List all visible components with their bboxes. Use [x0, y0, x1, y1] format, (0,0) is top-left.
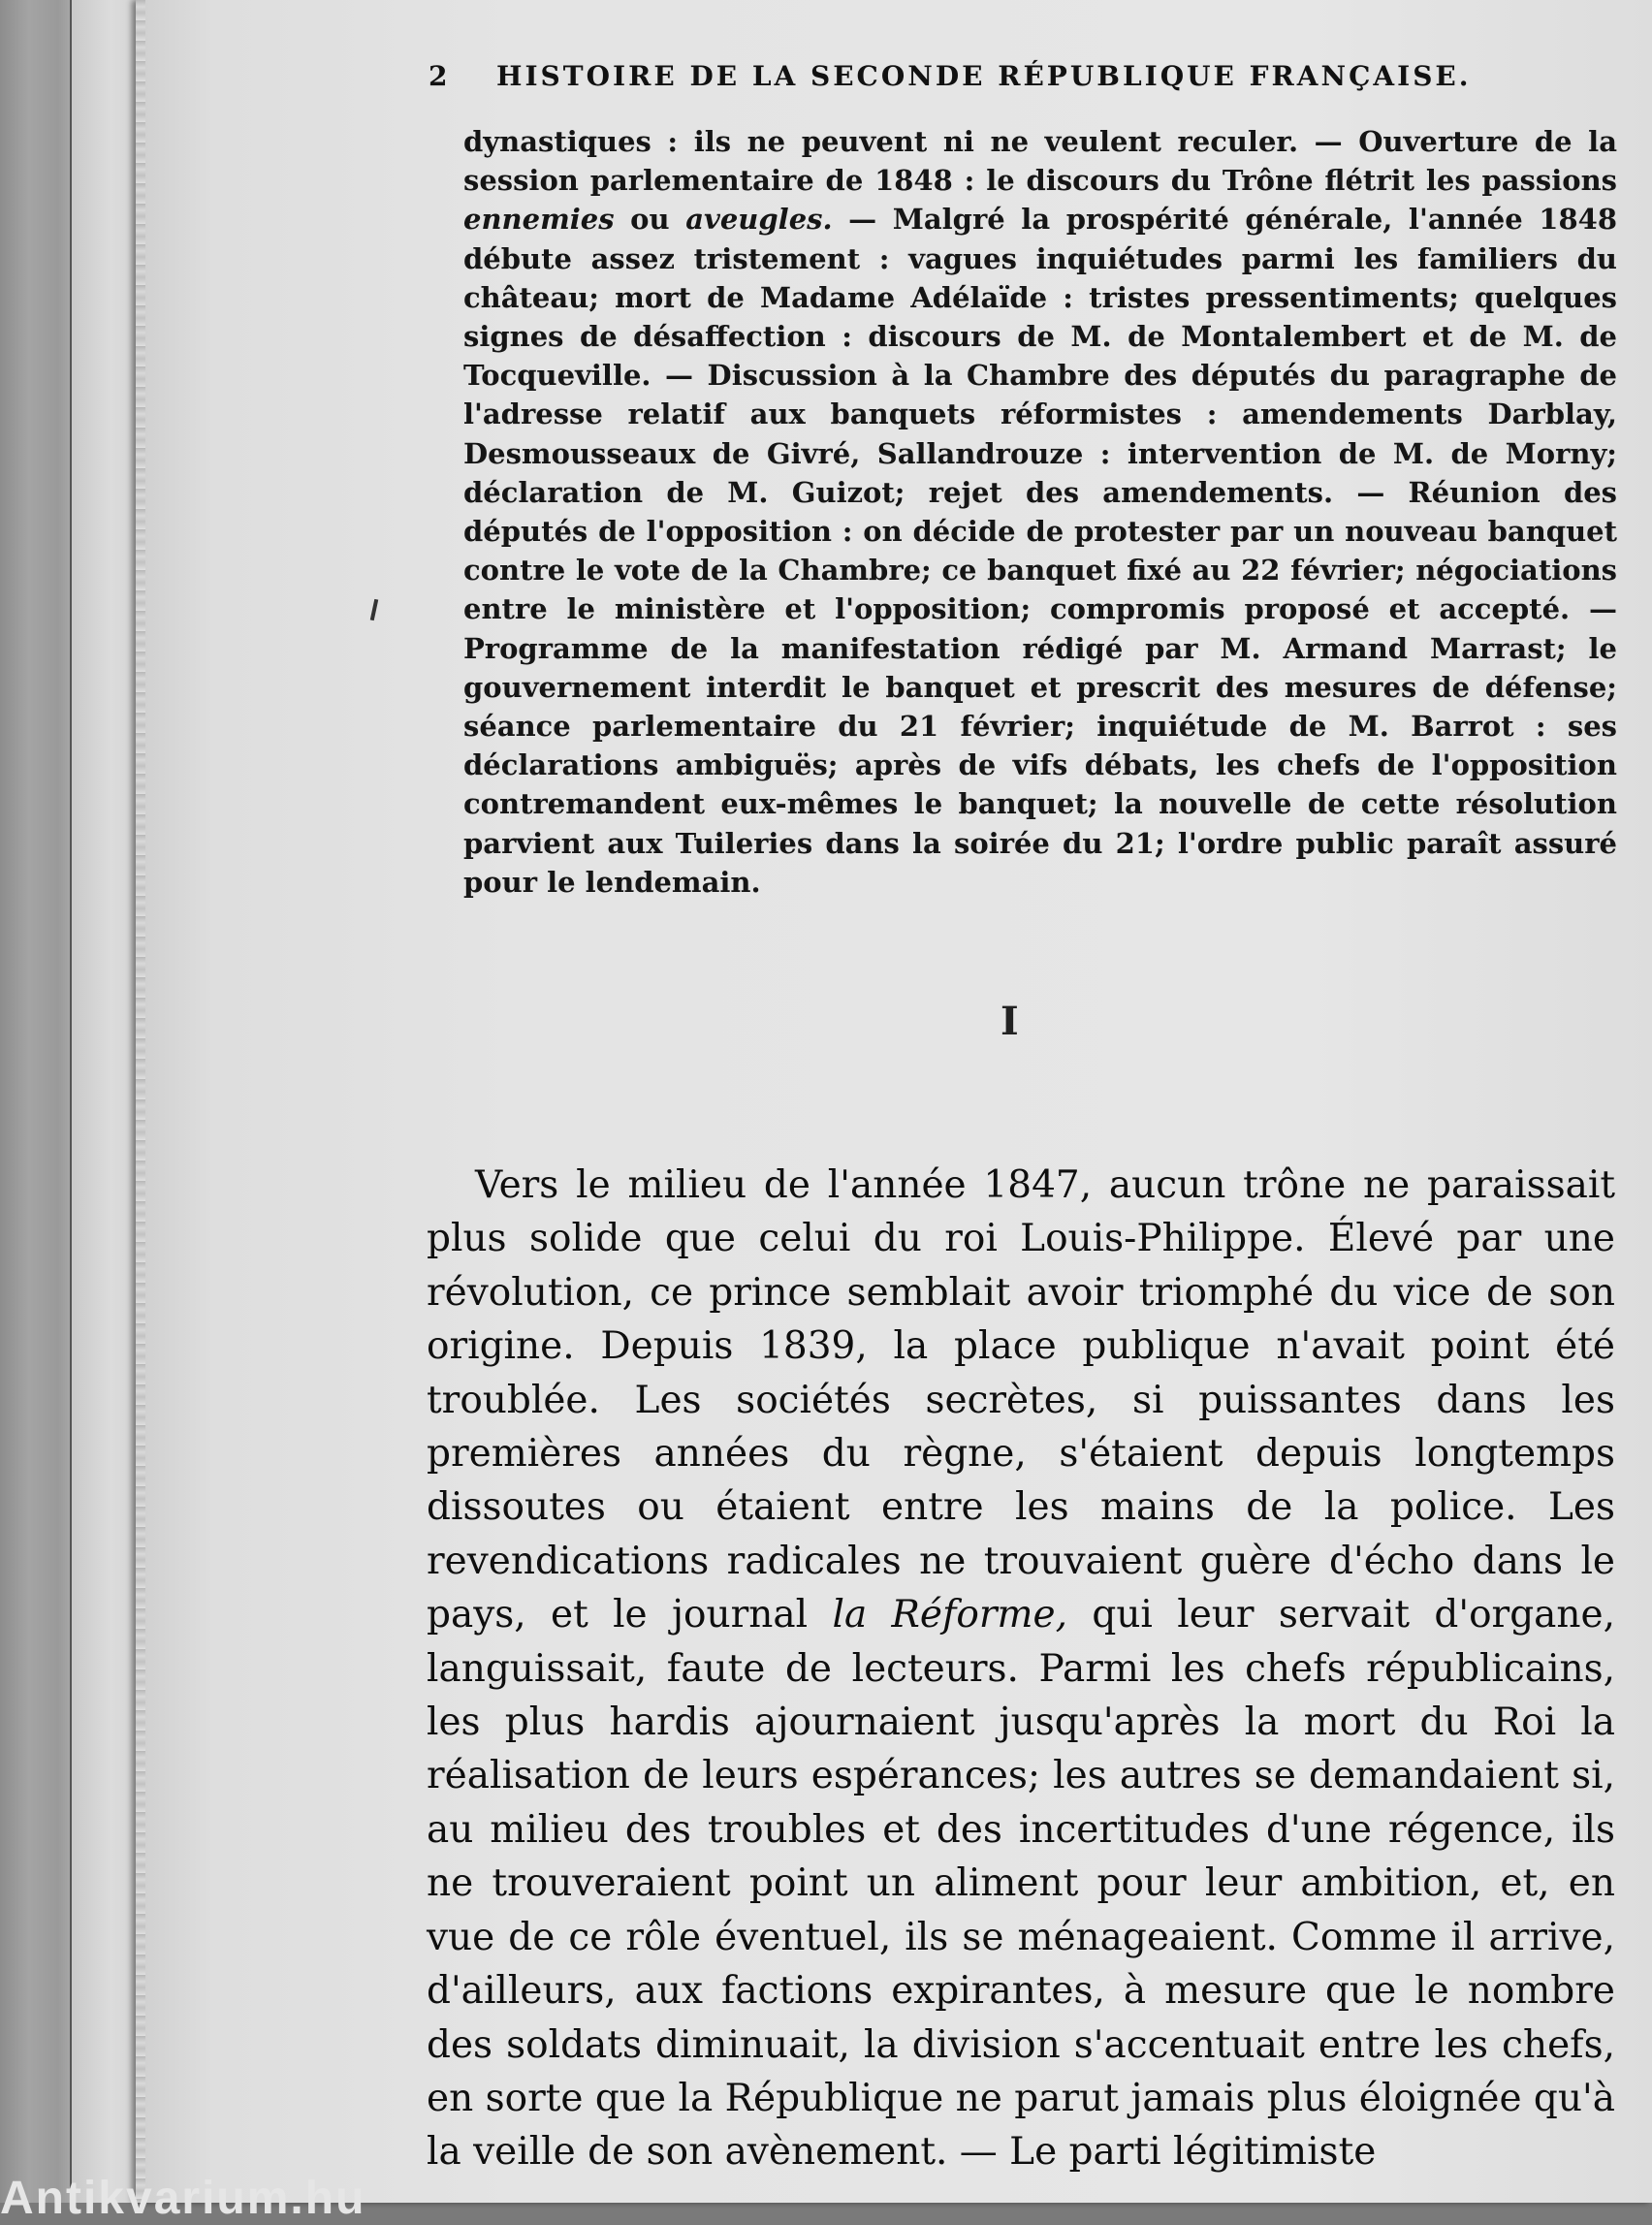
summary-italic-aveugles: aveugles.: [685, 203, 833, 237]
watermark: Antikvarium.hu: [0, 2173, 366, 2224]
running-header: [429, 60, 1495, 92]
summary-text-2: ou: [614, 203, 686, 237]
page-number: 2: [429, 60, 451, 92]
summary-text-3: — Malgré la prospérité générale, l'année 1848 débute assez tristement : vagues inquiétudes parmi les familiers du château; mort de Madame Adélaïde : tristes pressentiments; quelques signes de désaffection : discours de M. de Montalembert et de M. de Tocqueville. — Discussion à la Chambre des députés du paragraphe de l'adresse relatif aux banquets réformistes : amendements Darblay, Desmousseaux de Givré, Sallandrouze : intervention de M. de Morny; déclaration de M. Guizot; rejet des amendements. — Réunion des députés de l'opposition : on décide de protester par un nouveau banquet contre le vote de la Chambre; ce banquet fixé au 22 février; négociations entre le ministère et l'opposition; compromis proposé et accepté. — Programme de la manifestation rédigé par M. Armand Marrast; le gouvernement interdit le banquet et prescrit des mesures de défense; séance parlementaire du 21 février; inquiétude de M. Barrot : ses déclarations ambiguës; après de vifs débats, les chefs de l'opposition contremandent eux-mêmes le banquet; la nouvelle de cette résolution parvient aux Tuileries dans la soirée du 21; l'ordre public paraît assuré pour le lendemain.: [463, 203, 1618, 899]
body-text-1: Vers le milieu de l'année 1847, aucun trône ne paraissait plus solide que celui du roi Louis-Philippe. Élevé par une révolution, ce prince semblait avoir triomphé du vice de son origine. Depuis 1839, la place publique n'avait point été troublée. Les sociétés secrètes, si puissantes dans les premières années du règne, s'étaient depuis longtemps dissoutes ou étaient entre les mains de la police. Les revendications radicales ne trouvaient guère d'écho dans le pays, et le journal: [427, 1163, 1615, 1637]
body-paragraph: [427, 1159, 1615, 2179]
body-italic-la-reforme: la Réforme,: [832, 1593, 1068, 1637]
summary-italic-ennemies: ennemies: [463, 203, 615, 237]
body-text-2: qui leur servait d'organe, languissait, faute de lecteurs. Parmi les chefs républicains, les plus hardis ajournaient jusqu'après la mort du Roi la réalisation de leurs espérances; les autres se demandaient si, au milieu des troubles et des incertitudes d'une régence, ils ne trouveraient point un aliment pour leur ambition, et, en vue de ce rôle éventuel, ils se ménageaient. Comme il arrive, d'ailleurs, aux factions expirantes, à mesure que le nombre des soldats diminuait, la division s'accentuait entre les chefs, en sorte que la République ne parut jamais plus éloignée qu'à la veille de son avènement. — Le parti légitimiste: [427, 1593, 1616, 2175]
torn-page-edge: [136, 0, 145, 2203]
running-title: HISTOIRE DE LA SECONDE RÉPUBLIQUE FRANÇAISE.: [496, 60, 1472, 92]
summary-paragraph: [463, 122, 1617, 902]
summary-text-1: dynastiques : ils ne peuvent ni ne veulent reculer. — Ouverture de la session parlementaire de 1848 : le discours du Trône flétrit les passions: [463, 125, 1617, 198]
chapter-summary: [463, 122, 1617, 902]
main-text: [427, 1159, 1615, 2179]
section-number: I: [1001, 999, 1019, 1044]
